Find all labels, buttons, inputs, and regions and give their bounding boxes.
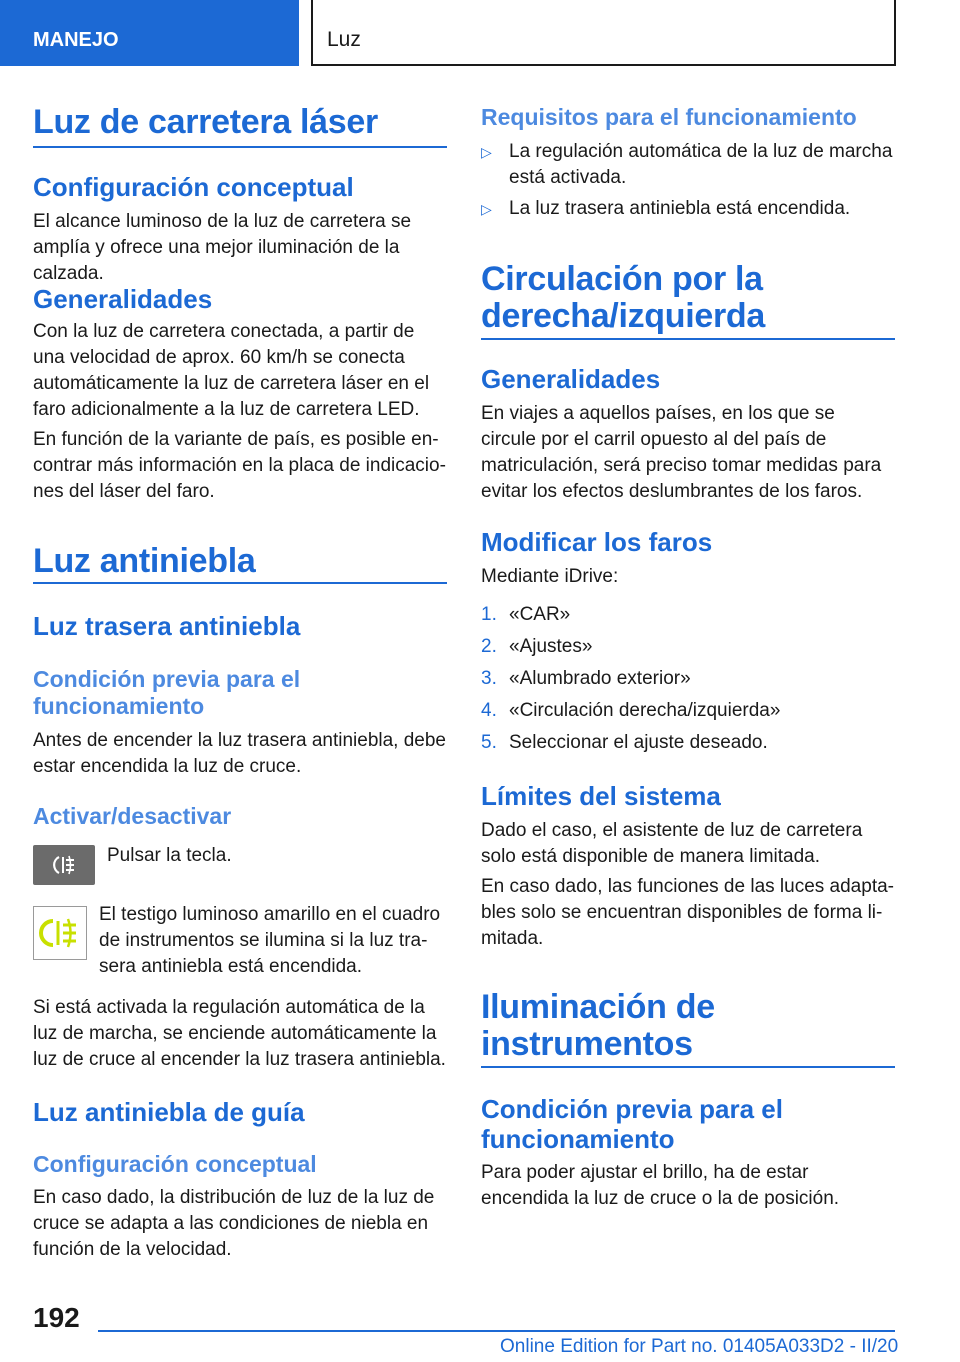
heading-general-traffic: Generalidades <box>481 364 661 394</box>
heading-toggle: Activar/desactivar <box>33 803 232 829</box>
heading-modify-headlights: Modificar los faros <box>481 527 713 557</box>
heading-rule <box>481 338 895 340</box>
heading-traffic-side: Circulación por la derecha/izquierda <box>481 260 765 335</box>
heading-laser-high-beam: Luz de carretera láser <box>33 103 378 141</box>
heading-limits: Límites del sistema <box>481 781 721 811</box>
paragraph-general-1: Con la luz de carretera conectada, a partir de una velocidad de aprox. 60 km/h se conecta automáticamente la luz de carretera láser en el faro adicionalmente a la luz de carretera LED. <box>33 321 430 420</box>
step-item: 1. «CAR» <box>481 604 571 625</box>
section-tab <box>0 0 299 66</box>
page-number: 192 <box>33 1302 80 1333</box>
paragraph-general-2: En función de la variante de país, es posible encontrar más información en la placa de indicaciones del láser del faro. <box>33 429 446 502</box>
heading-fog-light: Luz antiniebla <box>33 542 256 580</box>
step-item: 3. «Alumbrado exterior» <box>481 668 691 689</box>
heading-requirements: Requisitos para el funcionamiento <box>481 104 857 130</box>
heading-rule <box>33 582 447 584</box>
paragraph-press-key: Pulsar la tecla. <box>107 845 232 866</box>
heading-instrument-lighting: Iluminación de instrumentos <box>481 988 715 1063</box>
paragraph-concept: El alcance luminoso de la luz de carretera se amplía y ofrece una mejor iluminación de la calzada. <box>33 211 412 284</box>
paragraph-precondition: Antes de encender la luz trasera antiniebla, debe estar encendida la luz de cruce. <box>33 730 446 777</box>
heading-precondition: Condición previa para el funcionamiento <box>33 666 301 719</box>
topic-tab <box>311 0 896 66</box>
heading-precondition-instruments: Condición previa para el funcionamiento <box>481 1094 783 1154</box>
triangle-right-icon: ▷ <box>481 144 492 160</box>
rear-fog-button-icon <box>33 845 95 885</box>
step-item: 5. Seleccionar el ajuste deseado. <box>481 732 768 753</box>
paragraph-precondition-instruments: Para poder ajustar el brillo, ha de estar encendida la luz de cruce o la de posición. <box>481 1162 840 1209</box>
heading-concept: Configuración conceptual <box>33 172 354 202</box>
heading-general: Generalidades <box>33 284 213 314</box>
paragraph-auto: Si está activada la regulación automática de la luz de marcha, se enciende automáticamente la luz de cruce al encender la luz trasera antiniebla. <box>33 997 446 1070</box>
topic-label: Luz <box>327 28 361 51</box>
heading-guide-fog: Luz antiniebla de guía <box>33 1097 305 1127</box>
step-item: 4. «Circulación derecha/izquierda» <box>481 700 781 721</box>
heading-rule <box>481 1066 895 1068</box>
edition-note: Online Edition for Part no. 01405A033D2 - II/20 <box>500 1336 899 1357</box>
section-label: MANEJO <box>33 29 119 51</box>
heading-concept-guide: Configuración conceptual <box>33 1151 317 1177</box>
footer-rule <box>98 1330 895 1332</box>
paragraph-indicator: El testigo luminoso amarillo en el cuadro de instrumentos se ilumina si la luz trasera antiniebla está encendida. <box>99 904 441 977</box>
heading-rule <box>33 146 447 148</box>
list-item: ▷ La regulación automática de la luz de marcha está activada. <box>481 141 893 188</box>
list-item: ▷ La luz trasera antiniebla está encendida. <box>481 196 895 222</box>
paragraph-via-idrive: Mediante iDrive: <box>481 566 619 587</box>
heading-rear-fog: Luz trasera antiniebla <box>33 611 301 641</box>
paragraph-general-traffic: En viajes a aquellos países, en los que se circule por el carril opuesto al del país de matriculación, será preciso tomar medidas para evitar los efectos deslumbrantes de los faros. <box>481 403 882 502</box>
triangle-right-icon: ▷ <box>481 201 492 217</box>
paragraph-limits-1: Dado el caso, el asistente de luz de carretera solo está disponible de manera limitada. <box>481 820 863 867</box>
rear-fog-indicator-icon <box>33 906 87 960</box>
paragraph-limits-2: En caso dado, las funciones de las luces adaptables solo se encuentran disponibles de forma limitada. <box>481 876 894 949</box>
paragraph-guide: En caso dado, la distribución de luz de la luz de cruce se adapta a las condiciones de niebla en función de la velocidad. <box>33 1187 435 1260</box>
step-item: 2. «Ajustes» <box>481 636 593 657</box>
